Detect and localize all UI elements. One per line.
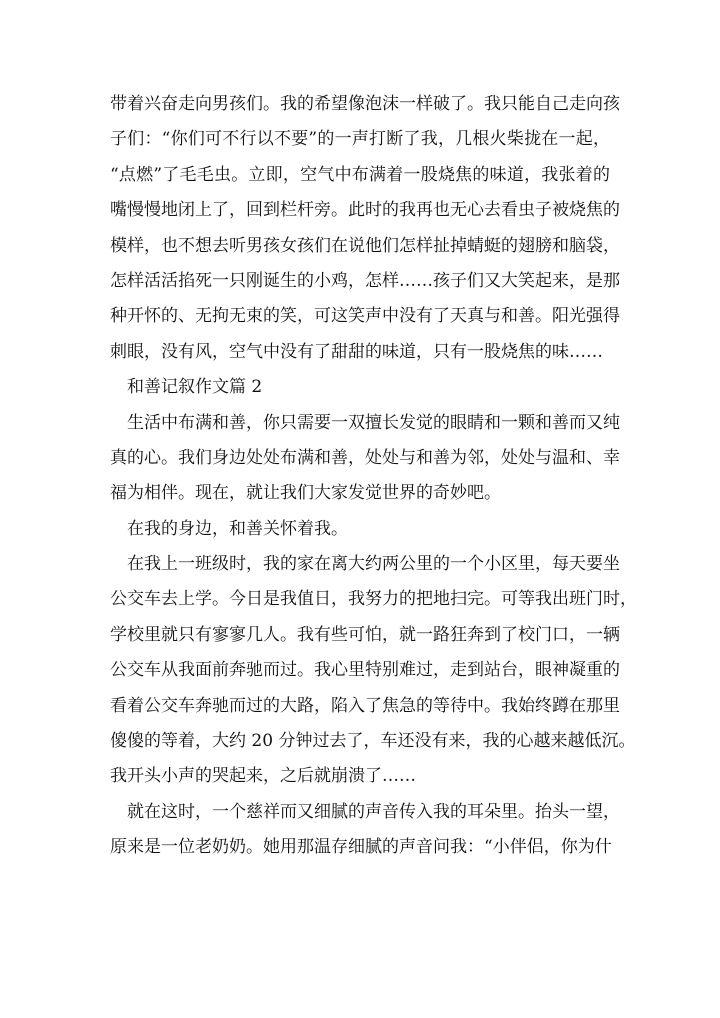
text-line: 刺眼，没有风，空气中没有了甜甜的味道，只有一股烧焦的味……	[110, 341, 603, 362]
text-line: 子们：“你们可不行以不要”的一声打断了我，几根火柴拢在一起，	[110, 129, 610, 150]
text-line: 学校里就只有寥寥几人。我有些可怕，就一路狂奔到了校门口，一辆	[110, 624, 620, 645]
text-line: 傻傻的等着，大约 20 分钟过去了，车还没有来，我的心越来越低沉。	[110, 731, 636, 752]
text-line: 原来是一位老奶奶。她用那温存细腻的声音问我：“小伴侣，你为什	[110, 837, 612, 858]
text-line: 公交车去上学。今日是我值日，我努力的把地扫完。可等我出班门时，	[110, 589, 637, 610]
text-line: 真的心。我们身边处处布满和善，处处与和善为邻，处处与温和、幸	[110, 447, 620, 468]
paragraph	[110, 512, 610, 547]
paragraph	[110, 406, 620, 512]
text-line: 我开头小声的哭起来，之后就崩溃了……	[110, 766, 416, 787]
paragraph	[110, 547, 637, 795]
text-line: 在我的身边，和善关怀着我。	[127, 518, 348, 539]
document-body	[110, 87, 637, 866]
text-line: 种开怀的、无拘无束的笑，可这笑声中没有了天真与和善。阳光强得	[110, 306, 620, 327]
text-line: 看着公交车奔驰而过的大路，陷入了焦急的等待中。我始终蹲在那里	[110, 695, 620, 716]
text-line: 就在这时，一个慈祥而又细腻的声音传入我的耳朵里。抬头一望，	[127, 801, 620, 822]
text-line: 带着兴奋走向男孩们。我的希望像泡沫一样破了。我只能自己走向孩	[110, 94, 620, 114]
text-line: 和善记叙作文篇 2	[127, 377, 263, 398]
text-line: 生活中布满和善，你只需要一双擅长发觉的眼睛和一颗和善而又纯	[127, 412, 620, 433]
text-line: 福为相伴。现在，就让我们大家发觉世界的奇妙吧。	[110, 483, 501, 504]
text-line: 在我上一班级时，我的家在离大约两公里的一个小区里，每天要坐	[127, 554, 620, 575]
paragraph	[110, 87, 620, 370]
text-line: 怎样活活掐死一只刚诞生的小鸡，怎样……孩子们又大笑起来，是那	[110, 270, 620, 291]
text-line: 嘴慢慢地闭上了，回到栏杆旁。此时的我再也无心去看虫子被烧焦的	[110, 200, 620, 221]
paragraph	[110, 370, 610, 405]
text-line: 模样，也不想去听男孩女孩们在说他们怎样扯掉蜻蜓的翅膀和脑袋，	[110, 235, 620, 256]
text-line: 公交车从我面前奔驰而过。我心里特别难过，走到站台，眼神凝重的	[110, 660, 620, 681]
text-line: “点燃”了毛毛虫。立即，空气中布满着一股烧焦的味道，我张着的	[110, 164, 610, 185]
paragraph	[110, 795, 620, 866]
